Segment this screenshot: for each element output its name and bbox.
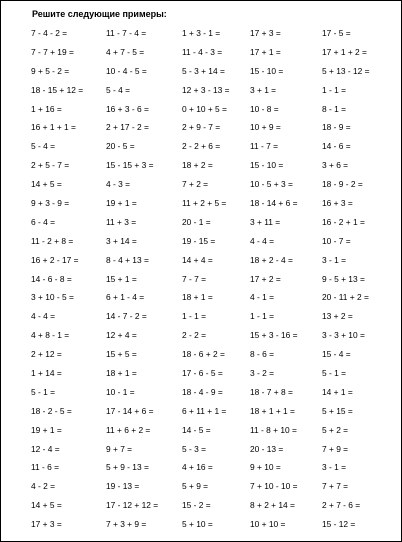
example-cell: 15 - 10 = [250,160,284,171]
example-cell: 17 + 2 = [250,273,281,284]
example-cell: 16 + 2 - 17 = [31,254,79,265]
example-cell: 5 - 1 = [31,386,55,397]
example-cell: 11 - 7 = [250,141,279,152]
example-cell: 18 + 2 = [182,160,213,171]
example-cell: 10 - 7 = [322,235,351,246]
example-cell: 9 - 5 + 13 = [322,273,365,284]
example-cell: 5 + 13 - 12 = [322,65,370,76]
example-cell: 19 - 13 = [106,481,140,492]
example-cell: 14 - 5 = [182,424,211,435]
example-cell: 9 + 7 = [106,443,133,454]
example-cell: 13 + 2 = [322,311,353,322]
example-cell: 1 + 16 = [31,103,62,114]
example-cell: 18 - 14 + 6 = [250,198,298,209]
example-cell: 17 + 3 = [250,28,281,38]
example-cell: 3 + 6 = [322,160,349,171]
example-cell: 2 + 12 = [31,349,62,360]
example-cell: 1 - 1 = [250,311,274,322]
example-cell: 14 - 7 - 2 = [106,311,147,322]
example-cell: 1 + 3 - 1 = [182,28,221,38]
example-cell: 7 + 10 - 10 = [250,481,298,492]
example-cell: 5 - 3 + 14 = [182,65,225,76]
example-cell: 7 - 7 + 19 = [31,46,74,57]
example-cell: 4 - 2 = [31,481,55,492]
example-cell: 15 - 2 = [182,500,211,511]
example-cell: 4 - 4 = [250,235,274,246]
example-cell: 5 + 9 = [182,481,209,492]
example-cell: 3 + 1 = [250,84,277,95]
example-cell: 6 + 11 + 1 = [182,405,227,416]
example-cell: 15 + 3 - 16 = [250,330,298,341]
example-cell: 2 + 9 - 7 = [182,122,221,133]
example-cell: 17 - 12 + 12 = [106,500,159,511]
example-cell: 9 + 3 - 9 = [31,198,70,209]
example-cell: 9 + 10 = [250,462,281,473]
example-cell: 17 + 3 = [31,519,62,530]
example-cell: 1 + 14 = [31,368,62,379]
example-cell: 15 - 15 + 3 = [106,160,154,171]
example-cell: 4 + 16 = [182,462,213,473]
example-cell: 19 + 1 = [106,198,137,209]
example-cell: 5 - 4 = [106,84,130,95]
example-cell: 2 + 17 - 2 = [106,122,149,133]
example-cell: 3 - 1 = [322,462,346,473]
example-cell: 11 - 7 - 4 = [106,28,147,38]
example-cell: 10 - 5 + 3 = [250,179,293,190]
example-cell: 16 - 2 + 1 = [322,216,365,227]
example-cell: 10 - 8 = [250,103,279,114]
example-cell: 15 - 4 = [322,349,351,360]
example-cell: 18 - 9 - 2 = [322,179,363,190]
example-cell: 20 - 11 + 2 = [322,292,369,303]
worksheet-title: Решите следующие примеры: [32,9,167,19]
example-cell: 14 - 6 - 8 = [31,273,72,284]
example-cell: 7 - 4 - 2 = [31,28,68,38]
example-cell: 20 - 13 = [250,443,284,454]
example-cell: 7 + 3 + 9 = [106,519,147,530]
example-cell: 3 + 10 - 5 = [31,292,74,303]
example-cell: 7 - 7 = [182,273,206,284]
example-cell: 18 + 1 = [106,368,137,379]
example-cell: 18 + 2 - 4 = [250,254,293,265]
example-cell: 12 + 4 = [106,330,137,341]
example-cell: 7 + 9 = [322,443,349,454]
example-cell: 2 + 5 - 7 = [31,160,70,171]
example-cell: 12 + 3 - 13 = [182,84,230,95]
example-cell: 11 + 6 + 2 = [106,424,151,435]
example-cell: 4 - 4 = [31,311,55,322]
example-cell: 5 - 4 = [31,141,55,152]
example-cell: 1 - 1 = [182,311,206,322]
example-cell: 4 - 1 = [250,292,274,303]
example-cell: 14 + 1 = [322,386,353,397]
example-cell: 16 + 3 = [322,198,353,209]
example-cell: 6 - 4 = [31,216,55,227]
example-cell: 11 + 2 + 5 = [182,198,227,209]
example-cell: 17 - 14 + 6 = [106,405,154,416]
example-cell: 8 + 2 + 14 = [250,500,295,511]
example-cell: 5 + 9 - 13 = [106,462,149,473]
example-cell: 19 - 15 = [182,235,216,246]
example-cell: 9 + 5 - 2 = [31,65,70,76]
example-cell: 5 + 10 = [182,519,213,530]
example-cell: 18 - 15 + 12 = [31,84,84,95]
example-cell: 11 - 8 + 10 = [250,424,297,435]
example-cell: 15 - 12 = [322,519,356,530]
example-cell: 3 + 11 = [250,216,281,227]
examples-grid [31,29,402,541]
example-cell: 0 + 10 + 5 = [182,103,227,114]
example-cell: 18 - 2 - 5 = [31,405,72,416]
example-cell: 7 + 7 = [322,481,349,492]
example-cell: 16 + 3 - 6 = [106,103,149,114]
example-cell: 20 - 5 = [106,141,135,152]
example-cell: 3 - 2 = [250,368,274,379]
example-cell: 20 - 1 = [182,216,211,227]
example-cell: 8 - 4 + 13 = [106,254,149,265]
example-cell: 2 - 2 + 6 = [182,141,221,152]
example-cell: 19 + 1 = [31,424,62,435]
example-cell: 17 + 1 + 2 = [322,46,367,57]
example-cell: 11 - 4 - 3 = [182,46,223,57]
example-cell: 11 - 2 + 8 = [31,235,74,246]
example-cell: 18 + 1 + 1 = [250,405,295,416]
example-cell: 17 - 6 - 5 = [182,368,223,379]
example-cell: 4 + 8 - 1 = [31,330,70,341]
example-cell: 8 - 1 = [322,103,346,114]
example-cell: 18 - 4 - 9 = [182,386,223,397]
example-cell: 14 - 6 = [322,141,351,152]
example-cell: 15 - 10 = [250,65,284,76]
example-cell: 10 + 10 = [250,519,286,530]
example-cell: 11 + 3 = [106,216,137,227]
example-cell: 18 - 9 = [322,122,351,133]
example-cell: 2 + 7 - 6 = [322,500,361,511]
example-cell: 16 + 1 + 1 = [31,122,76,133]
example-cell: 10 - 1 = [106,386,135,397]
example-cell: 17 + 1 = [250,46,281,57]
example-cell: 12 - 4 = [31,443,60,454]
example-cell: 14 + 5 = [31,179,62,190]
example-cell: 6 + 1 - 4 = [106,292,145,303]
example-cell: 8 - 6 = [250,349,274,360]
example-cell: 10 + 9 = [250,122,281,133]
example-cell: 11 - 6 = [31,462,60,473]
example-cell: 7 + 2 = [182,179,209,190]
example-cell: 18 - 7 + 8 = [250,386,293,397]
example-cell: 5 - 1 = [322,368,346,379]
example-cell: 2 - 2 = [182,330,206,341]
example-cell: 5 + 2 = [322,424,349,435]
example-cell: 15 + 1 = [106,273,137,284]
example-cell: 5 + 15 = [322,405,353,416]
example-cell: 18 + 1 = [182,292,213,303]
example-cell: 4 + 7 - 5 = [106,46,145,57]
example-cell: 3 + 14 = [106,235,137,246]
example-cell: 1 - 1 = [322,84,346,95]
example-cell: 10 - 4 - 5 = [106,65,147,76]
example-cell: 18 - 6 + 2 = [182,349,225,360]
example-cell: 4 - 3 = [106,179,130,190]
example-cell: 15 + 5 = [106,349,137,360]
example-cell: 3 - 3 + 10 = [322,330,365,341]
example-cell: 5 - 3 = [182,443,206,454]
example-cell: 17 - 5 = [322,28,351,38]
example-cell: 14 + 4 = [182,254,213,265]
example-cell: 14 + 5 = [31,500,62,511]
example-cell: 3 - 1 = [322,254,346,265]
